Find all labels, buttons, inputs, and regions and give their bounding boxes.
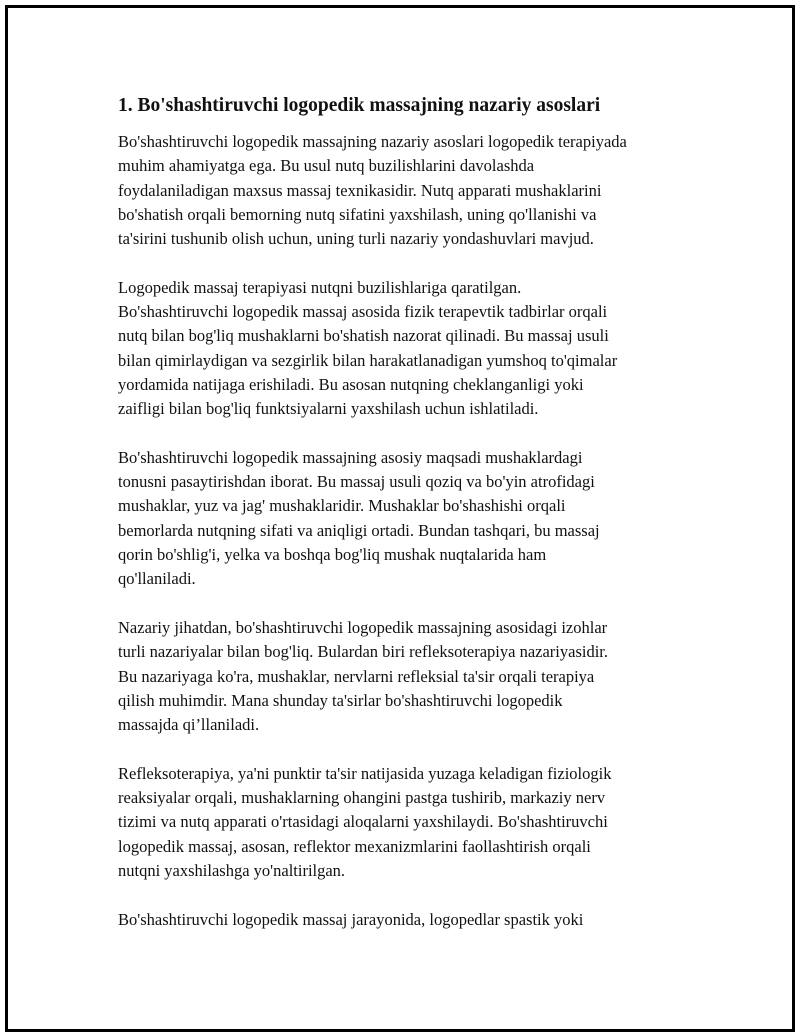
document-body [113,94,713,956]
text-line: qo'llaniladi. [118,569,196,589]
text-line: foydalaniladigan maxsus massaj texnikasidir. Nutq apparati mushaklarini [118,180,602,200]
text-line: reaksiyalar orqali, mushaklarning ohangini pastga tushirib, markaziy nerv [118,788,606,808]
text-line: Logopedik massaj terapiyasi nutqni buzilishlariga qaratilgan. [118,277,522,297]
text-line: qorin bo'shlig'i, yelka va boshqa bog'liq mushak nuqtalarida ham [118,545,547,565]
text-line: zaifligi bilan bog'liq funktsiyalarni yaxshilash uchun ishlatiladi. [118,399,539,419]
text-line: mushaklar, yuz va jag' mushaklaridir. Mushaklar bo'shashishi orqali [118,496,566,516]
text-line: Bo'shashtiruvchi logopedik massaj jarayonida, logopedlar spastik yoki [118,909,584,929]
text-line: bemorlarda nutqning sifati va aniqligi ortadi. Bundan tashqari, bu massaj [118,520,600,540]
text-line: qilish muhimdir. Mana shunday ta'sirlar bo'shashtiruvchi logopedik [118,690,563,710]
paragraph [118,130,713,251]
text-line: tonusni pasaytirishdan iborat. Bu massaj usuli qoziq va bo'yin atrofidagi [118,472,595,492]
text-line: tizimi va nutq apparati o'rtasidagi aloqalarni yaxshilaydi. Bo'shashtiruvchi [118,812,608,832]
text-line: nutqni yaxshilashga yo'naltirilgan. [118,860,346,880]
text-line: yordamida natijaga erishiladi. Bu asosan nutqning cheklanganligi yoki [118,374,584,394]
text-line: Nazariy jihatdan, bo'shashtiruvchi logopedik massajning asosidagi izohlar [118,617,608,637]
text-line: logopedik massaj, asosan, reflektor mexanizmlarini faollashtirish orqali [118,836,591,856]
text-line: massajda qi’llaniladi. [118,715,260,735]
paragraph [118,446,713,592]
paragraph [118,908,713,932]
section-heading: 1. Bo'shashtiruvchi logopedik massajning nazariy asoslari [118,95,601,116]
text-line: Bo'shashtiruvchi logopedik massaj asosida fizik terapevtik tadbirlar orqali [118,302,608,322]
text-line: bilan qimirlaydigan va sezgirlik bilan harakatlanadigan yumshoq to'qimalar [118,350,618,370]
paragraph [118,276,713,422]
paragraph [118,616,713,737]
text-line: Bo'shashtiruvchi logopedik massajning nazariy asoslari logopedik terapiyada [118,132,627,151]
text-line: ta'sirini tushunib olish uchun, uning turli nazariy yondashuvlari mavjud. [118,229,594,249]
text-line: turli nazariyalar bilan bog'liq. Bulardan biri refleksoterapiya nazariyasidir. [118,642,608,662]
text-line: Refleksoterapiya, ya'ni punktir ta'sir natijasida yuzaga keladigan fiziologik [118,763,612,783]
text-line: bo'shatish orqali bemorning nutq sifatini yaxshilash, uning qo'llanishi va [118,204,597,224]
text-line: Bu nazariyaga ko'ra, mushaklar, nervlarni refleksial ta'sir orqali terapiya [118,666,595,686]
text-line: Bo'shashtiruvchi logopedik massajning asosiy maqsadi mushaklardagi [118,447,583,467]
text-line: nutq bilan bog'liq mushaklarni bo'shatish nazorat qilinadi. Bu massaj usuli [118,326,609,346]
text-line: muhim ahamiyatga ega. Bu usul nutq buzilishlarini davolashda [118,156,535,176]
paragraph [118,762,713,883]
